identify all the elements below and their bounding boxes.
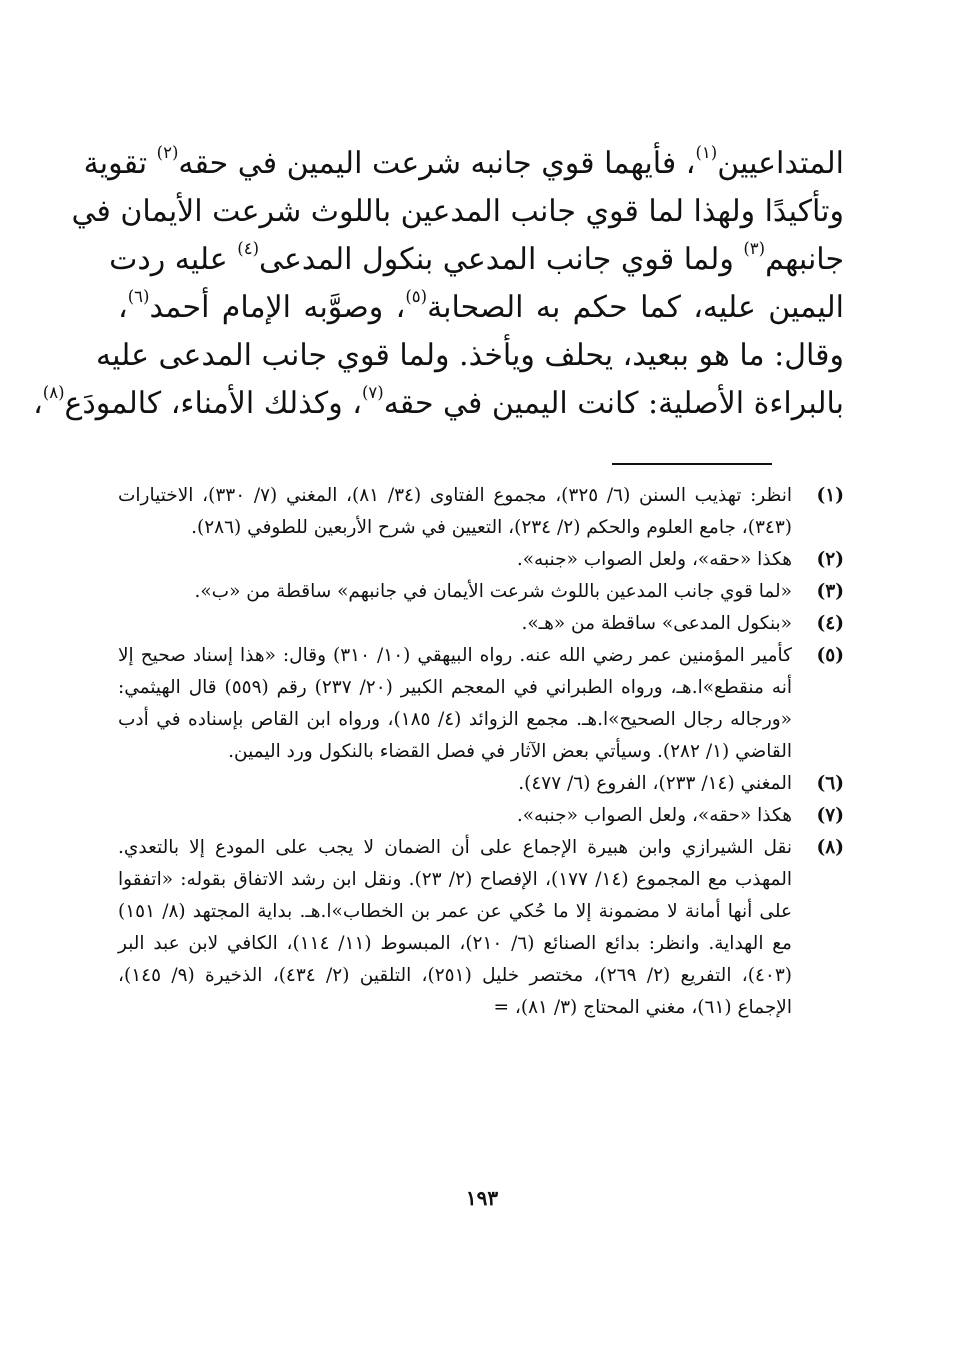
body-segment: وتأكيدًا ولهذا لما قوي جانب المدعين باللوث شرعت الأيمان في — [71, 194, 844, 229]
footnote-reference[interactable]: (٦) — [127, 287, 150, 307]
body-line — [118, 284, 844, 332]
body-segment: ولما قوي جانب المدعي بنكول المدعى — [259, 242, 744, 277]
footnote-divider — [612, 463, 772, 465]
body-segment: ، وكذلك الأمناء، كالمودَع — [64, 386, 362, 421]
footnotes-list — [118, 480, 844, 1024]
body-segment: جانبهم — [765, 242, 844, 277]
footnote-item — [118, 832, 844, 1024]
footnote-text: هكذا «حقه»، ولعل الصواب «جنبه». — [516, 805, 792, 826]
body-segment: بالبراءة الأصلية: كانت اليمين في حقه — [383, 386, 844, 421]
footnote-reference[interactable]: (١) — [695, 143, 718, 163]
body-segment: تقوية — [83, 146, 157, 181]
footnote-number: (٢) — [816, 549, 844, 570]
footnote-reference[interactable]: (٧) — [361, 383, 384, 403]
footnote-text: نقل الشيرازي وابن هبيرة الإجماع على أن الضمان لا يجب على المودع إلا بالتعدي. المهذب مع المجموع (١٤/ ١٧٧)، الإفصاح (٢/ ٢٣). ونقل ابن رشد الاتفاق بقوله: «اتفقوا على أنها أمانة لا مضمونة إلا ما حُكي عن عمر بن الخطاب»ا.هـ. بداية المجتهد (٨/ ١٥١) مع الهداية. وانظر: بدائع الصنائع (٦/ ٢١٠)، المبسوط (١١/ ١١٤)، الكافي لابن عبد البر (٤٠٣)، التفريع (٢/ ٢٦٩)، مختصر خليل (٢٥١)، التلقين (٢/ ٤٣٤)، الذخيرة (٩/ ١٤٥)، الإجماع (٦١)، مغني المحتاج (٣/ ٨١)، = — [118, 837, 793, 1018]
footnote-number: (٨) — [816, 837, 844, 858]
body-line — [33, 380, 844, 428]
body-line — [83, 140, 844, 188]
body-segment: ، وصوَّبه الإمام أحمد — [149, 290, 406, 325]
body-segment: عليه ردت — [109, 242, 238, 277]
footnote-text: هكذا «حقه»، ولعل الصواب «جنبه». — [516, 549, 792, 570]
footnote-number: (٥) — [816, 645, 844, 666]
footnote-reference[interactable]: (٤) — [237, 239, 259, 259]
body-segment: ، فأيهما قوي جانبه شرعت اليمين في حقه — [178, 146, 696, 181]
footnote-number: (٦) — [816, 773, 844, 794]
footnote-number: (١) — [816, 485, 844, 506]
main-body-text — [33, 140, 844, 428]
footnote-item — [118, 544, 844, 576]
body-line — [96, 332, 844, 380]
body-segment: المتداعيين — [717, 146, 844, 181]
footnote-item — [118, 800, 844, 832]
footnote-item — [118, 576, 844, 608]
footnote-item — [118, 768, 844, 800]
body-segment: وقال: ما هو ببعيد، يحلف ويأخذ. ولما قوي جانب المدعى عليه — [96, 338, 844, 373]
body-line — [71, 188, 844, 236]
body-segment: ، — [118, 290, 128, 325]
page-number: ١٩٣ — [465, 1186, 499, 1210]
footnote-text: «بنكول المدعى» ساقطة من «هـ». — [521, 613, 792, 634]
body-line — [109, 236, 844, 284]
footnote-item — [118, 608, 844, 640]
footnote-reference[interactable]: (٣) — [743, 239, 766, 259]
footnote-number: (٧) — [816, 805, 844, 826]
body-segment: ، — [33, 386, 43, 421]
footnote-number: (٣) — [816, 581, 844, 602]
footnote-reference[interactable]: (٥) — [405, 287, 428, 307]
footnote-number: (٤) — [816, 613, 844, 634]
footnote-reference[interactable]: (٨) — [42, 383, 65, 403]
footnote-text: «لما قوي جانب المدعين باللوث شرعت الأيمان في جانبهم» ساقطة من «ب». — [194, 581, 792, 602]
footnote-item — [118, 480, 844, 544]
footnote-item — [118, 640, 844, 768]
footnote-text: كأمير المؤمنين عمر رضي الله عنه. رواه البيهقي (١٠/ ٣١٠) وقال: «هذا إسناد صحيح إلا أنه منقطع»ا.هـ، ورواه الطبراني في المعجم الكبير (٢٠/ ٢٣٧) رقم (٥٥٩) قال الهيثمي: «ورجاله رجال الصحيح»ا.هـ. مجمع الزوائد (٤/ ١٨٥)، ورواه ابن القاص بإسناده في أدب القاضي (١/ ٢٨٢). وسيأتي بعض الآثار في فصل القضاء بالنكول ورد اليمين. — [118, 645, 792, 762]
footnote-text: انظر: تهذيب السنن (٦/ ٣٢٥)، مجموع الفتاوى (٣٤/ ٨١)، المغني (٧/ ٣٣٠)، الاختيارات (٣٤٣)، جامع العلوم والحكم (٢/ ٢٣٤)، التعيين في شرح الأربعين للطوفي (٢٨٦). — [118, 485, 792, 538]
body-segment: اليمين عليه، كما حكم به الصحابة — [427, 290, 844, 325]
footnote-reference[interactable]: (٢) — [156, 143, 179, 163]
footnote-text: المغني (١٤/ ٢٣٣)، الفروع (٦/ ٤٧٧). — [518, 773, 792, 794]
